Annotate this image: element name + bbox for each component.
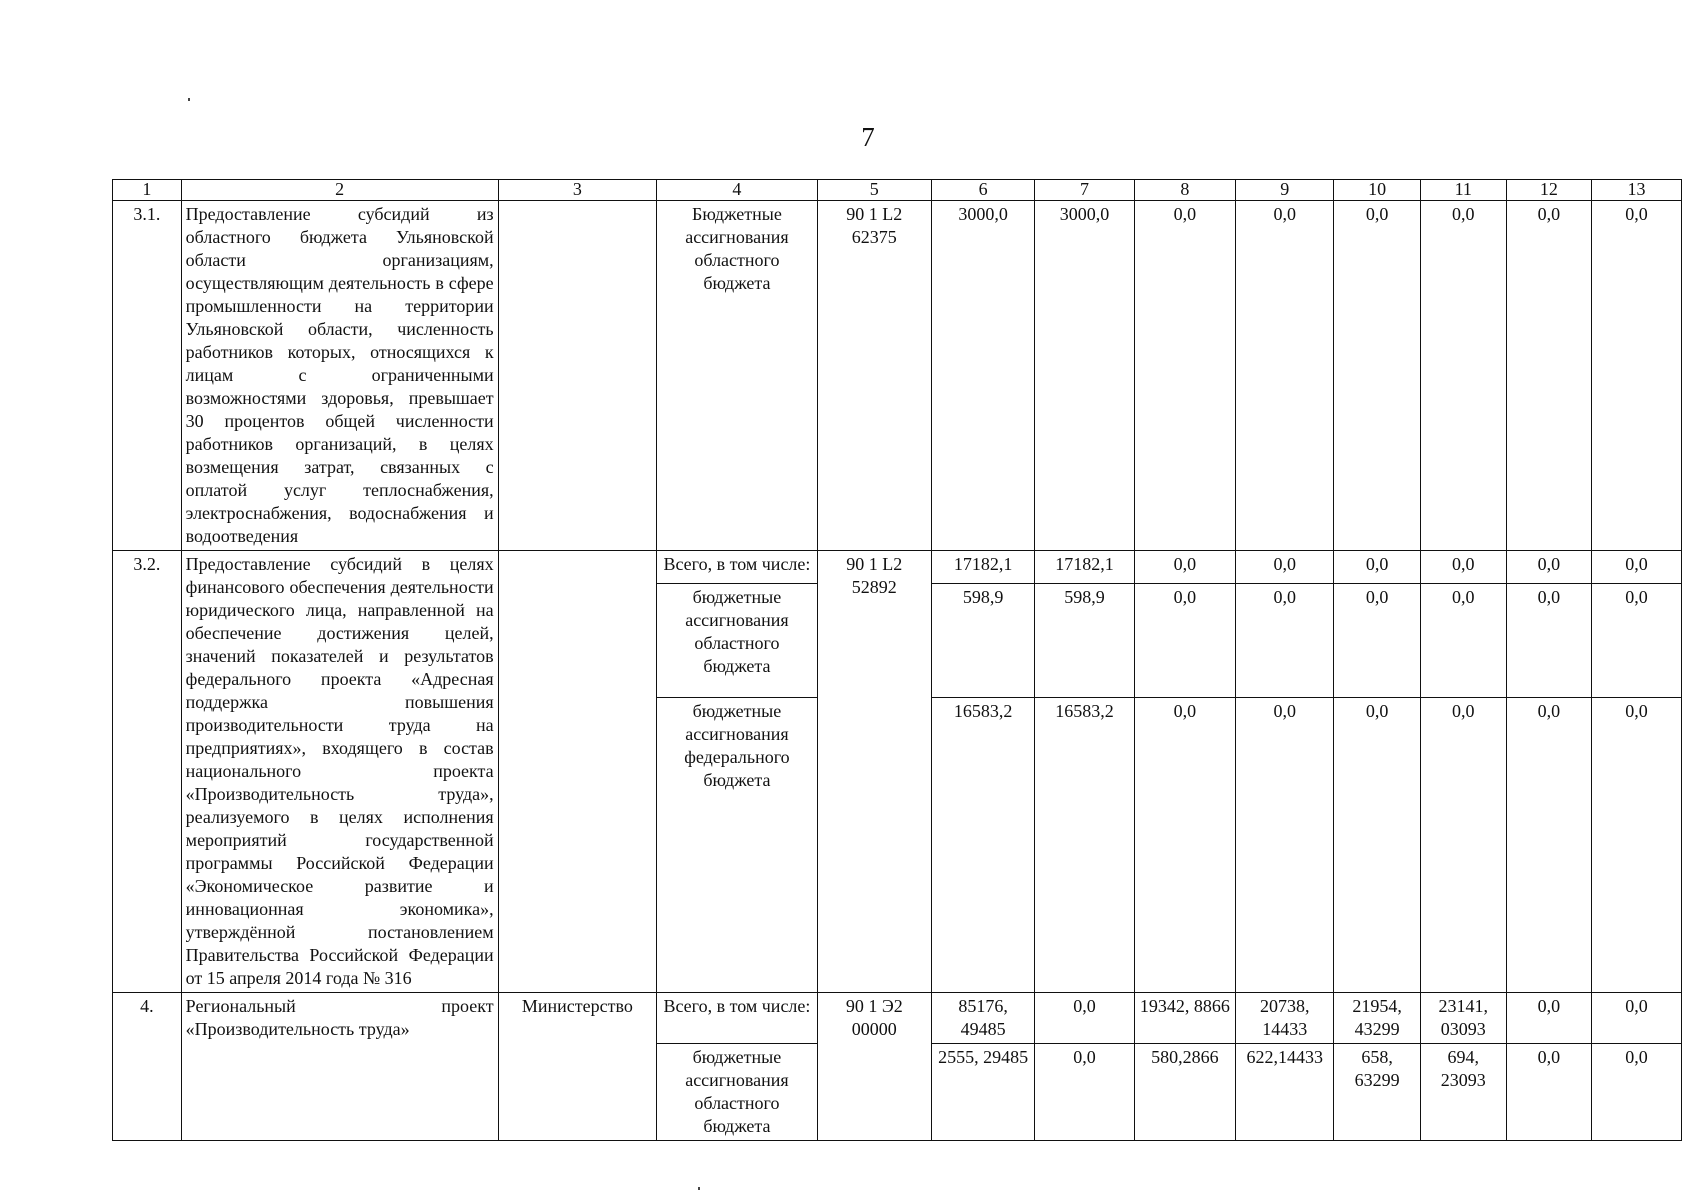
column-number: 1 [113,180,182,201]
activity-name: Региональный проект «Производительность труда» [181,993,498,1141]
value-cell: 580,2866 [1134,1044,1235,1141]
value-cell: 0,0 [1334,201,1421,551]
value-cell: 17182,1 [931,551,1035,584]
table-row [113,993,1682,1044]
value-cell: 694, 23093 [1420,1044,1506,1141]
value-cell: 16583,2 [1035,698,1134,993]
value-cell: 0,0 [1236,698,1334,993]
funding-source: Всего, в том числе: [657,551,818,584]
column-number: 12 [1506,180,1592,201]
value-cell: 3000,0 [1035,201,1134,551]
value-cell: 0,0 [1334,551,1421,584]
table-row [113,551,1682,584]
column-number: 2 [181,180,498,201]
value-cell: 0,0 [1134,698,1235,993]
column-number: 6 [931,180,1035,201]
value-cell: 0,0 [1592,1044,1682,1141]
value-cell: 0,0 [1420,583,1506,697]
budget-code: 90 1 L2 62375 [817,201,931,551]
activity-name: Предоставление субсидий в целях финансового обеспечения деятельности юридического лица, направленной на обеспечение достижения целей, значений показателей и результатов федерального проекта «Адресная поддержка повышения производительности труда на предприятиях», входящего в состав национального проекта «Производительность труда», реализуемого в целях исполнения мероприятий государственной программы Российской Федерации «Экономическое развитие и инновационная экономика», утверждённой постановлением Правительства Российской Федерации от 15 апреля 2014 года № 316 [181,551,498,993]
value-cell: 0,0 [1236,583,1334,697]
value-cell: 0,0 [1592,583,1682,697]
value-cell: 598,9 [931,583,1035,697]
funding-source: бюджетные ассигнования областного бюджета [657,583,818,697]
value-cell: 0,0 [1334,698,1421,993]
value-cell: 0,0 [1035,993,1134,1044]
value-cell: 0,0 [1035,1044,1134,1141]
scan-speck [698,1187,700,1190]
column-number: 3 [498,180,656,201]
value-cell: 21954, 43299 [1334,993,1421,1044]
funding-source: бюджетные ассигнования федерального бюджета [657,698,818,993]
budget-code: 90 1 L2 52892 [817,551,931,993]
value-cell: 0,0 [1592,993,1682,1044]
value-cell: 16583,2 [931,698,1035,993]
value-cell: 2555, 29485 [931,1044,1035,1141]
row-number: 4. [113,993,182,1141]
value-cell: 0,0 [1420,698,1506,993]
value-cell: 0,0 [1134,551,1235,584]
value-cell: 0,0 [1236,551,1334,584]
funding-source: Всего, в том числе: [657,993,818,1044]
value-cell: 0,0 [1506,1044,1592,1141]
funding-source: бюджетные ассигнования областного бюджета [657,1044,818,1141]
value-cell: 85176, 49485 [931,993,1035,1044]
value-cell: 0,0 [1592,698,1682,993]
budget-code: 90 1 Э2 00000 [817,993,931,1141]
value-cell: 0,0 [1420,551,1506,584]
value-cell: 0,0 [1506,551,1592,584]
page-number: 7 [861,122,875,152]
value-cell: 0,0 [1420,201,1506,551]
value-cell: 0,0 [1134,201,1235,551]
budget-table [112,179,1682,1141]
value-cell: 17182,1 [1035,551,1134,584]
value-cell: 622,14433 [1236,1044,1334,1141]
value-cell: 0,0 [1334,583,1421,697]
value-cell: 23141, 03093 [1420,993,1506,1044]
column-number: 7 [1035,180,1134,201]
column-number: 9 [1236,180,1334,201]
value-cell: 0,0 [1236,201,1334,551]
row-number: 3.2. [113,551,182,993]
column-number: 4 [657,180,818,201]
funding-source: Бюджетные ассигнования областного бюджета [657,201,818,551]
value-cell: 598,9 [1035,583,1134,697]
value-cell: 0,0 [1506,583,1592,697]
value-cell: 3000,0 [931,201,1035,551]
column-number: 10 [1334,180,1421,201]
row-number: 3.1. [113,201,182,551]
value-cell: 0,0 [1592,201,1682,551]
activity-name: Предоставление субсидий из областного бюджета Ульяновской области организациям, осуществляющим деятельность в сфере промышленности на территории Ульяновской области, численность работников которых, относящихся к лицам с ограниченными возможностями здоровья, превышает 30 процентов общей численности работников организаций, в целях возмещения затрат, связанных с оплатой услуг теплоснабжения, электроснабжения, водоснабжения и водоотведения [181,201,498,551]
executor: Министерство [498,993,656,1141]
value-cell: 0,0 [1592,551,1682,584]
column-number: 13 [1592,180,1682,201]
value-cell: 20738, 14433 [1236,993,1334,1044]
executor [498,551,656,993]
value-cell: 0,0 [1506,993,1592,1044]
table-row [113,201,1682,551]
value-cell: 0,0 [1506,698,1592,993]
column-number: 8 [1134,180,1235,201]
value-cell: 658, 63299 [1334,1044,1421,1141]
value-cell: 0,0 [1134,583,1235,697]
value-cell: 0,0 [1506,201,1592,551]
value-cell: 19342, 8866 [1134,993,1235,1044]
executor [498,201,656,551]
scan-speck [188,98,190,101]
column-number-row [113,180,1682,201]
column-number: 11 [1420,180,1506,201]
column-number: 5 [817,180,931,201]
